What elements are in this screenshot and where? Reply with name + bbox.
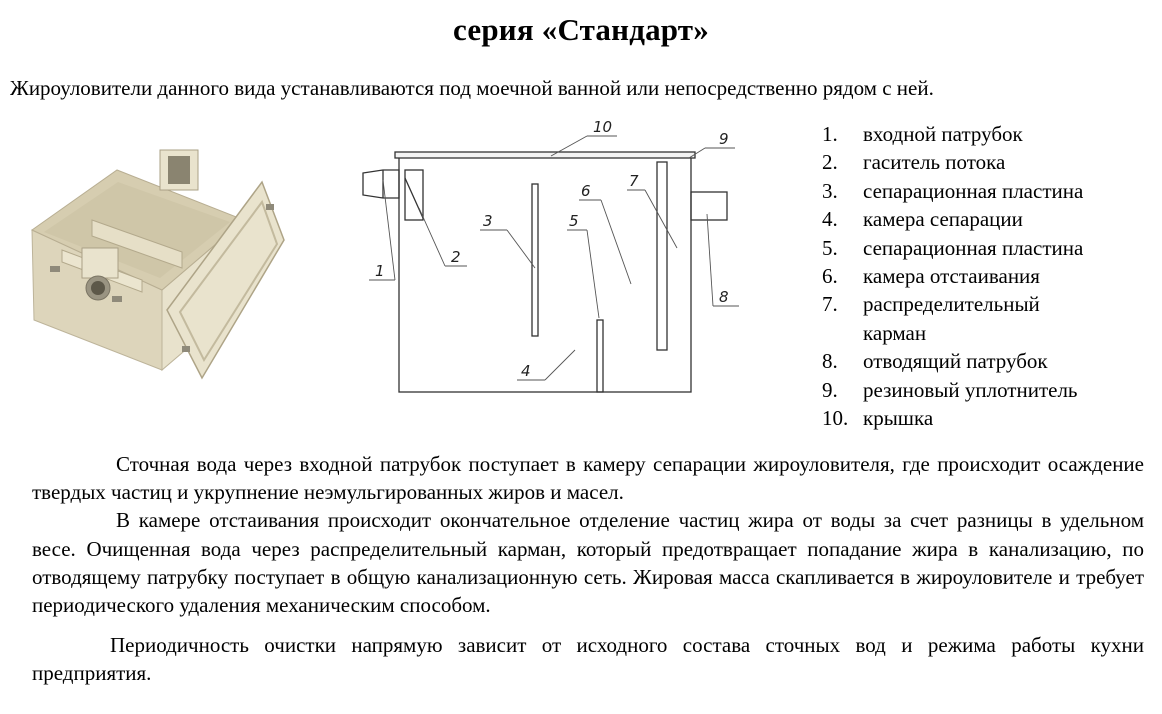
- intro-text: Жироуловители данного вида устанавливаются под моечной ванной или непосредственно рядом с ней.: [10, 76, 934, 100]
- diagram-label-4: 4: [521, 362, 531, 380]
- description-text: [32, 450, 1144, 688]
- paragraph-1: Сточная вода через входной патрубок поступает в камеру сепарации жироуловителя, где происходит осаждение твердых частиц и укрупнение неэмульгированных жиров и масел.: [32, 452, 1144, 505]
- diagram-label-1: 1: [375, 262, 385, 280]
- legend-item: 4. камера сепарации: [822, 207, 1023, 232]
- parts-legend: [822, 120, 1133, 432]
- diagram-label-8: 8: [719, 288, 729, 306]
- page-title: серия «Стандарт»: [453, 12, 709, 47]
- legend-item: 9. резиновый уплотнитель: [822, 377, 1078, 402]
- diagram-label-7: 7: [629, 172, 639, 190]
- legend-item: 2. гаситель потока: [822, 150, 1006, 175]
- paragraph-2: В камере отстаивания происходит окончательное отделение частиц жира от воды за счет разницы в удельном весе. Очищенная вода через распределительный карман, который предотвращает попадание жира в канализацию, по отводящему патрубку поступает в общую канализационную сеть. Жировая масса скапливается в жироуловителе и требует периодического удаления механическим способом.: [32, 508, 1144, 618]
- grease-trap-diagram: [355, 118, 755, 400]
- legend-item: 6. камера отстаивания: [822, 264, 1040, 289]
- legend-item: 7. распределительный карман: [822, 292, 1040, 345]
- legend-item: 5. сепарационная пластина: [822, 235, 1084, 260]
- diagram-label-6: 6: [581, 182, 591, 200]
- paragraph-3: Периодичность очистки напрямую зависит от исходного состава сточных вод и режима работы кухни предприятия.: [32, 633, 1144, 686]
- diagram-label-10: 10: [593, 118, 613, 136]
- diagram-label-9: 9: [719, 130, 729, 148]
- legend-item: 1. входной патрубок: [822, 122, 1023, 146]
- legend-item: 3. сепарационная пластина: [822, 178, 1084, 203]
- diagram-label-5: 5: [569, 212, 579, 230]
- legend-item: 8. отводящий патрубок: [822, 349, 1048, 374]
- legend-item: 10. крышка: [822, 406, 934, 431]
- grease-trap-photo: [22, 120, 302, 382]
- diagram-label-2: 2: [451, 248, 461, 266]
- diagram-label-3: 3: [483, 212, 493, 230]
